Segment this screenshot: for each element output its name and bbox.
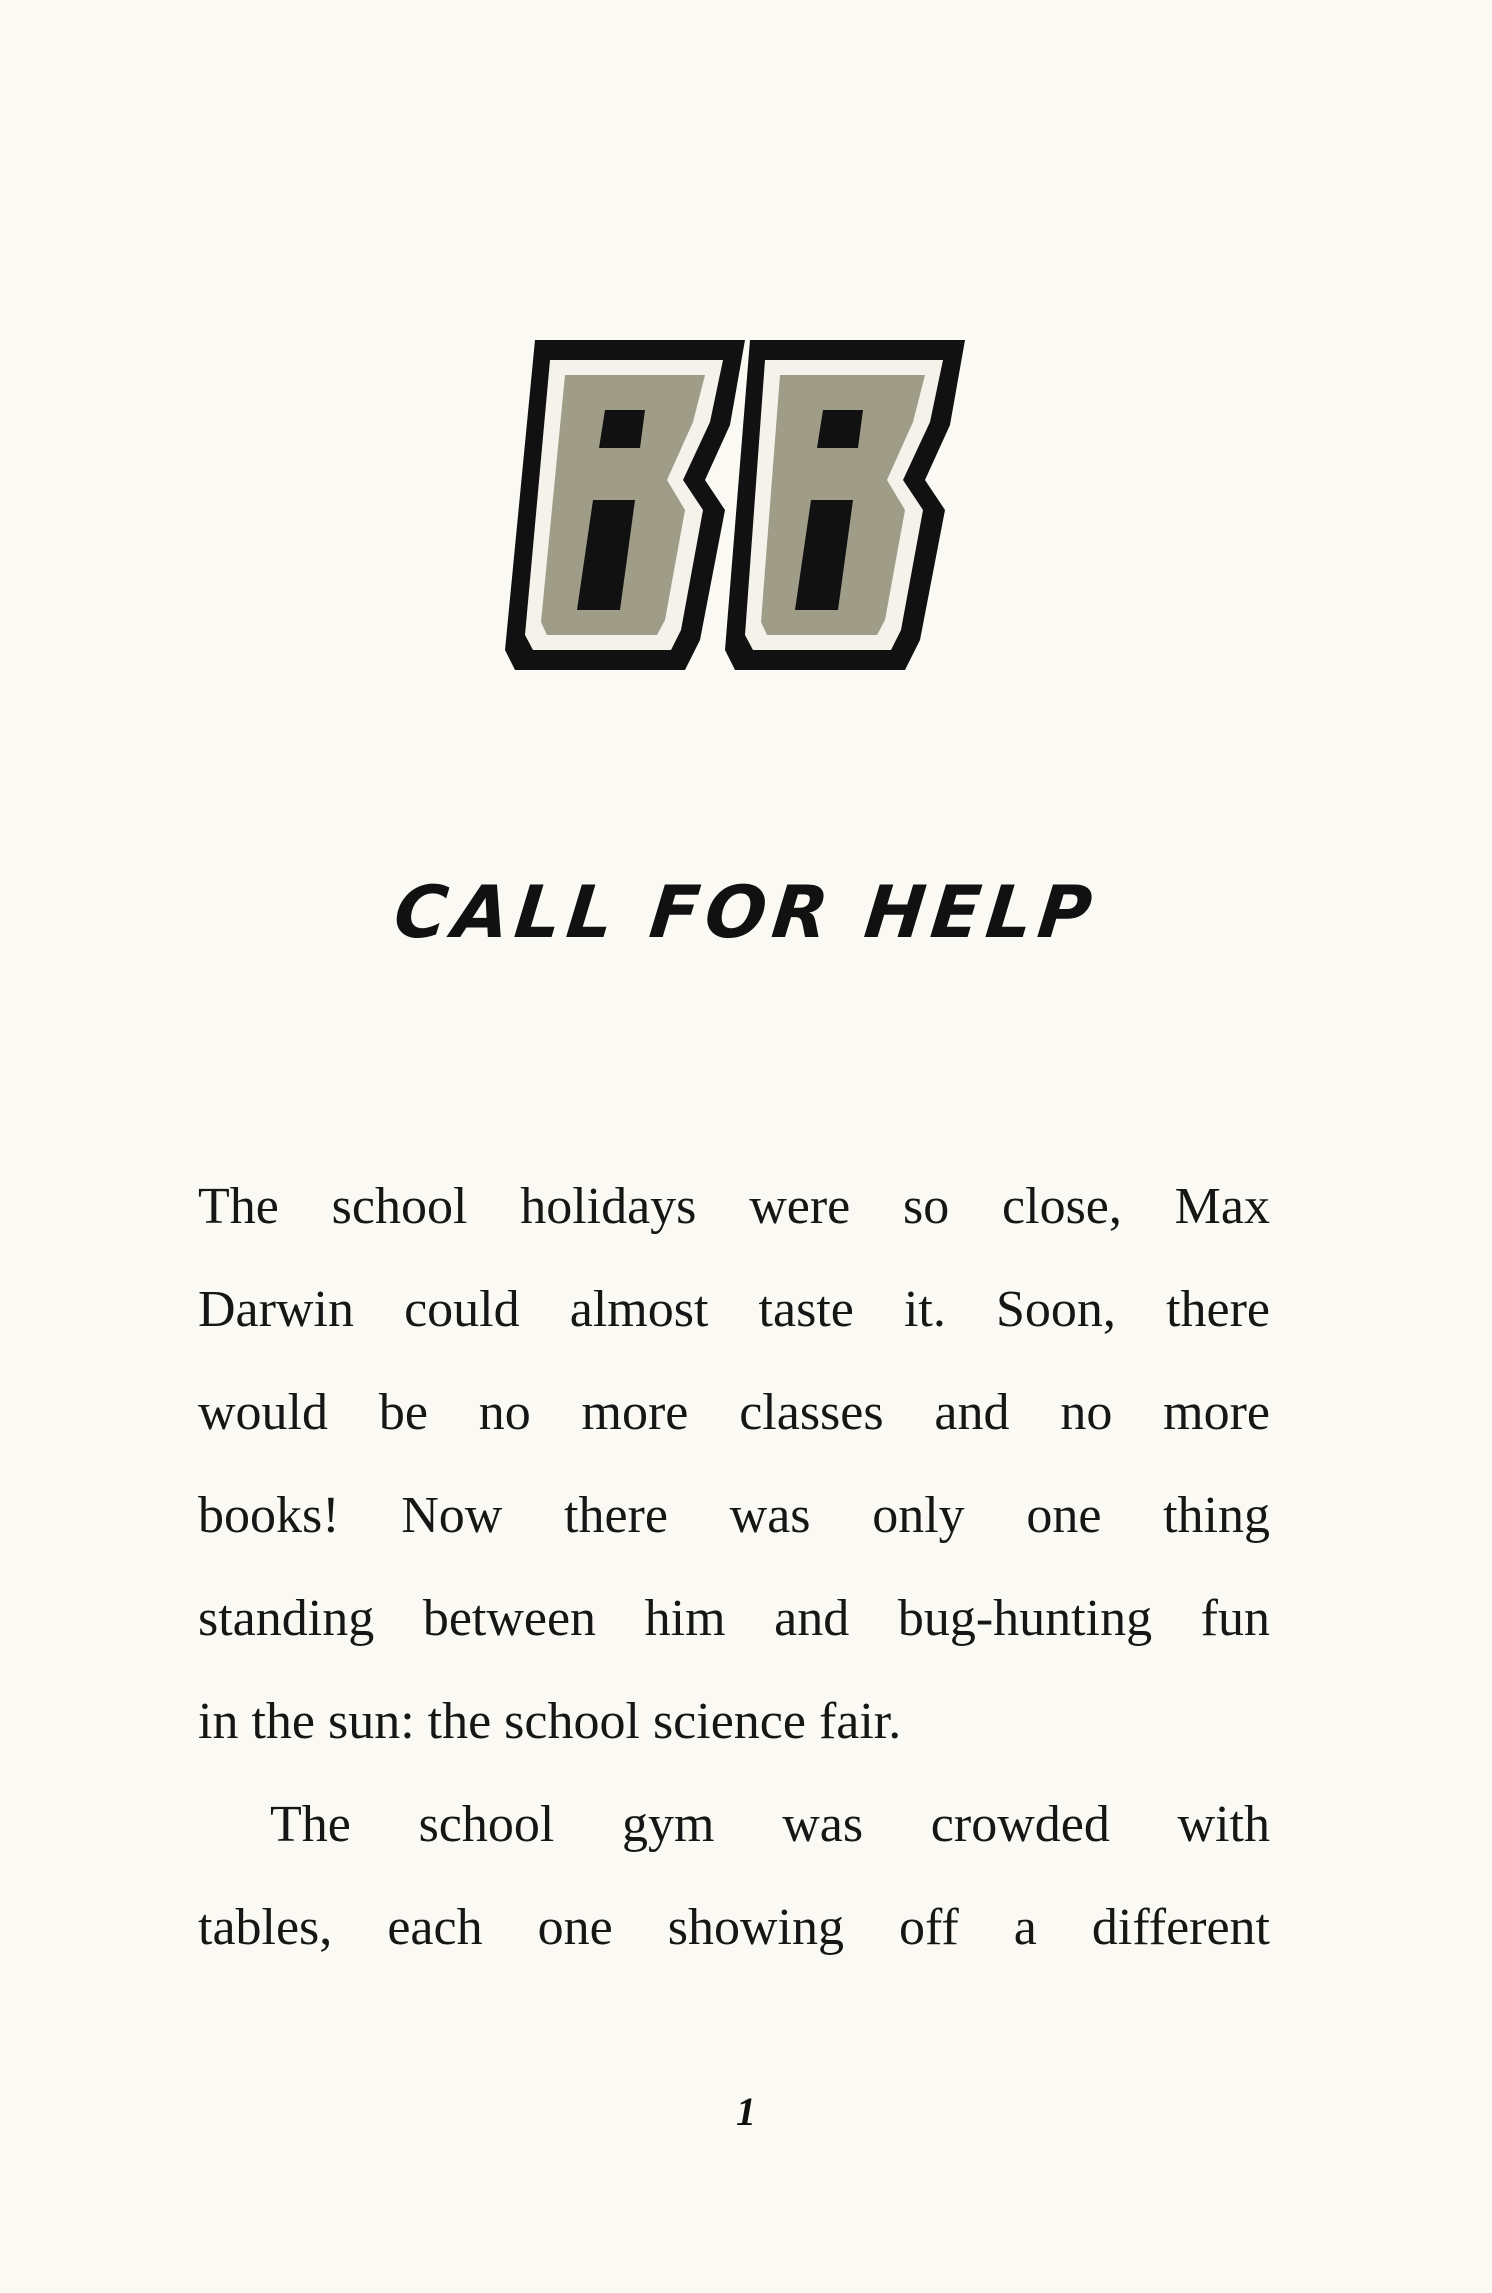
paragraph-1-line-1: The school holidays were so close, Max	[198, 1178, 1270, 1235]
paragraph-1-line-4: books! Now there was only one thing	[198, 1487, 1270, 1544]
chapter-title: CALL FOR HELP	[390, 870, 1102, 954]
body-text	[198, 1155, 1270, 1979]
bb-logo-icon	[495, 330, 975, 700]
logo-letter-b-left	[505, 340, 745, 670]
paragraph-2-line-1: The school gym was crowded with	[270, 1796, 1270, 1853]
page-number: 1	[736, 2089, 756, 2134]
logo-letter-b-right	[725, 340, 965, 670]
paragraph-2-line-2: tables, each one showing off a different	[198, 1899, 1270, 1956]
paragraph-1-line-2: Darwin could almost taste it. Soon, there	[198, 1281, 1270, 1338]
paragraph-1-line-3: would be no more classes and no more	[198, 1384, 1270, 1441]
paragraph-1-line-6: in the sun: the school science fair.	[198, 1693, 902, 1750]
paragraph-1-line-5: standing between him and bug-hunting fun	[198, 1590, 1270, 1647]
